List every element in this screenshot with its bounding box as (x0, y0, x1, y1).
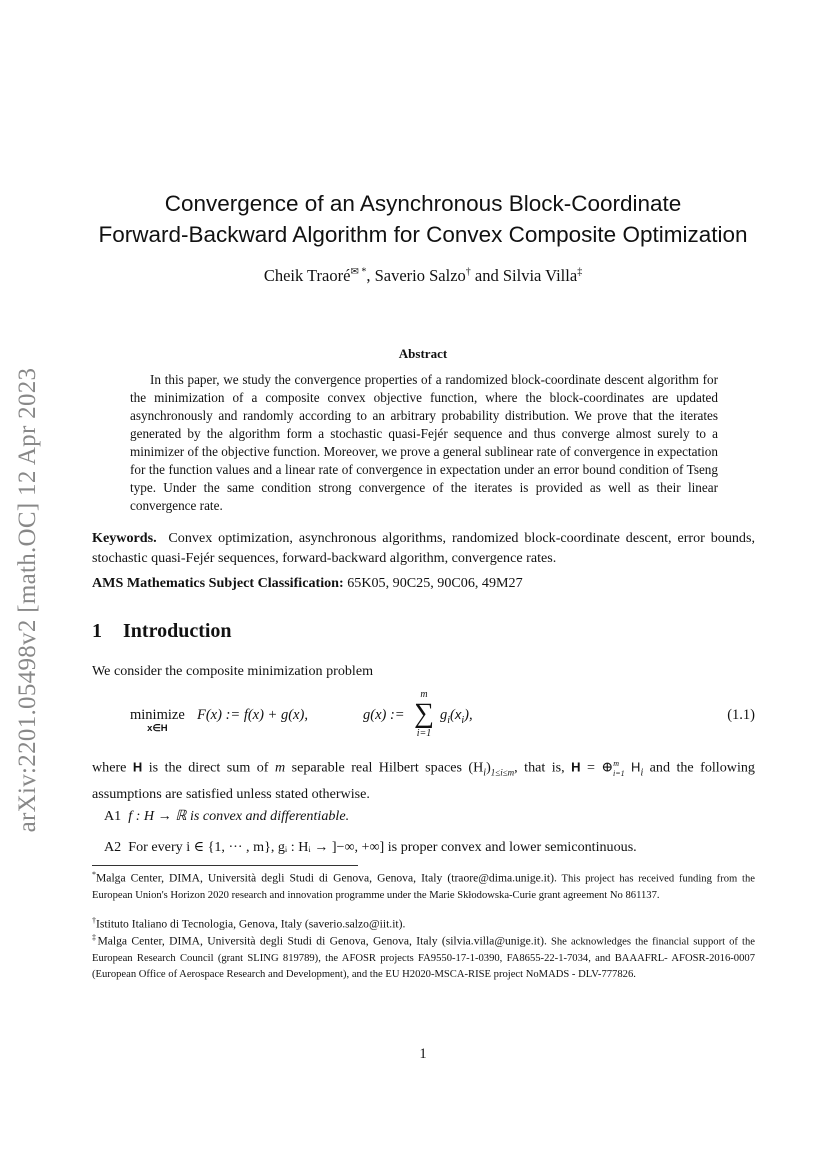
author-traore: Cheik Traoré (263, 266, 351, 285)
assumption-a1-text: f : H → ℝ is convex and differentiable. (128, 808, 350, 824)
author-and: and (474, 266, 499, 285)
section-heading (92, 620, 232, 643)
equation-number: (1.1) (727, 707, 755, 723)
author-salzo-mark: † (465, 266, 471, 278)
abstract-heading: Abstract (398, 346, 448, 361)
ams-label: AMS Mathematics Subject Classification: (92, 575, 344, 591)
direct-sum-text: where H is the direct sum of m separable real Hilbert spaces $(H_i)_{1\le i\le m}$, that is, H = ⊕$^m_{i=1}$ $H_i$ and the following assumptions are satisfied unless stated otherwise. (92, 759, 755, 802)
arxiv-side-stamp: arXiv:2201.05498v2 [math.OC] 12 Apr 2023 (14, 367, 41, 833)
assumption-a2-text: For every i ∈ {1, ··· , m}, gᵢ : Hᵢ → ]−∞, +∞] is proper convex and lower semicontinuous. (128, 839, 637, 855)
author-salzo: Saverio Salzo (374, 266, 466, 285)
assumption-a2-label: A2 (104, 839, 122, 855)
title-line-2: Forward-Backward Algorithm for Convex Composite Optimization (98, 222, 748, 247)
title-line-1: Convergence of an Asynchronous Block-Coordinate (164, 191, 682, 216)
footnote-2: †Istituto Italiano di Tecnologia, Genova, Italy (saverio.salzo@iit.it). (92, 916, 406, 931)
sum-symbol: m ∑ i=1 (412, 690, 436, 740)
author-traore-marks: ✉ * (350, 266, 367, 278)
sum-upper: m (420, 689, 428, 700)
section-title: Introduction (123, 620, 232, 642)
keywords-text: Convex optimization, asynchronous algorithms, randomized block-coordinate descent, error bounds, stochastic quasi-Fejér sequences, forward-backward algorithm, convergence rates. (92, 530, 755, 566)
ams-classification (92, 573, 755, 593)
equation-1-1 (92, 690, 755, 750)
intro-text: We consider the composite minimization problem (92, 663, 374, 679)
g-definition: g(x) := (363, 707, 405, 723)
footnote-1: *Malga Center, DIMA, Università degli Studi di Genova, Genova, Italy (traore@dima.unige.it). This project has received funding from the European Union's Horizon 2020 research and innovation programme under the Marie Skłodowska-Curie grant agreement No 861137. (92, 870, 755, 901)
author-list (60, 266, 786, 286)
minimize-word: minimize (130, 707, 185, 723)
keywords (92, 528, 755, 568)
minimize-subscript: x∈H (147, 723, 168, 734)
assumption-a1 (104, 806, 755, 826)
assumption-a1-label: A1 (104, 808, 122, 824)
footnote-3: ‡Malga Center, DIMA, Università degli Studi di Genova, Genova, Italy (silvia.villa@unige.it). She acknowledges the financial support of the European Research Council (grant SLING 819789), the AFOSR projects FA9550-17-1-0390, FA8655-22-1-7034, and BAAAFRL- AFOSR-2016-0007 (European Office of Aerospace Research and Development), and the EU H2020-MSCA-RISE project NoMADS - DLV-777826. (92, 933, 756, 980)
assumption-a2 (104, 837, 755, 857)
abstract-body: In this paper, we study the convergence properties of a randomized block-coordinate descent algorithm for the minimization of a composite convex objective function, where the block-coordinates are updated asynchronously and randomly according to an arbitrary probability distribution. We prove that the iterates generated by the algorithm form a stochastic quasi-Fejér sequence and thus converge almost surely to a minimizer of the objective function. Moreover, we prove a general sublinear rate of convergence in expectation for the function values and a linear rate of convergence in expectation under an error bound condition of Tseng type. Under the same condition strong convergence of the iterates is provided as well as their linear convergence rate. (130, 372, 718, 513)
author-separator: , (366, 266, 371, 285)
keywords-label: Keywords. (92, 530, 157, 546)
objective-definition: F(x) := f(x) + g(x), (197, 707, 308, 723)
author-villa: Silvia Villa (502, 266, 578, 285)
minimize-operator (130, 707, 185, 733)
page-number: 1 (419, 1046, 427, 1062)
section-number: 1 (92, 620, 102, 642)
sum-term: $g_i(x_i)$, (440, 707, 473, 726)
paper-title (60, 188, 786, 250)
sum-lower: i=1 (416, 728, 432, 739)
ams-codes: 65K05, 90C25, 90C06, 49M27 (347, 575, 523, 591)
author-villa-mark: ‡ (577, 266, 583, 278)
footnote-rule (92, 865, 358, 866)
